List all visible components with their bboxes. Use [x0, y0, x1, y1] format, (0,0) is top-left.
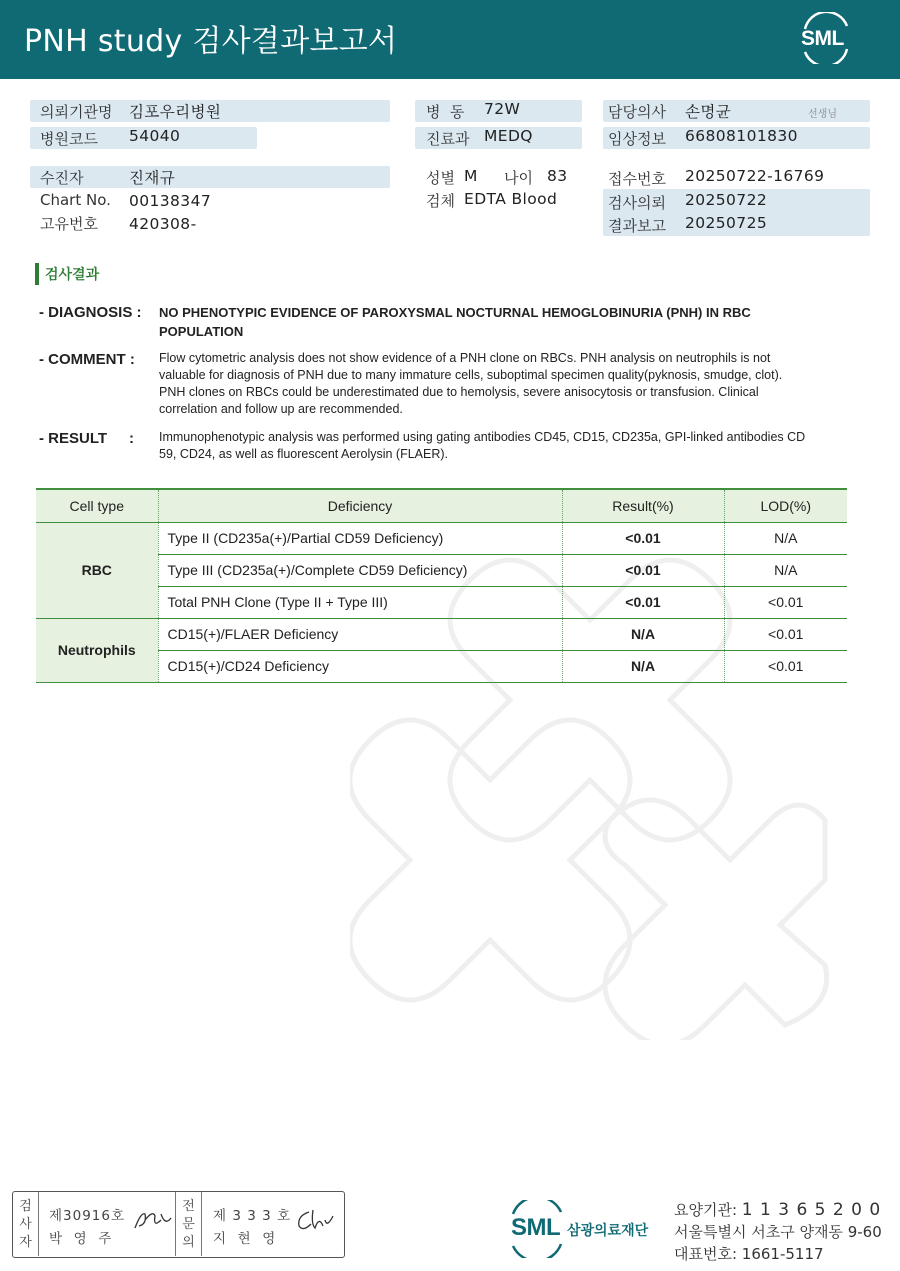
care-number: 1 1 3 6 5 2 0 0: [741, 1200, 882, 1220]
specialist-signature-icon: [293, 1206, 337, 1234]
section-title: 검사결과: [45, 267, 100, 283]
phone-number: 1661-5117: [741, 1245, 824, 1263]
result-cell: N/A: [562, 650, 724, 682]
deficiency-cell: CD15(+)/FLAER Deficiency: [158, 618, 562, 650]
examiner-number: 제30916호: [49, 1208, 126, 1224]
institution-label: 의뢰기관명: [40, 103, 113, 121]
report-header: [0, 0, 900, 79]
result-cell: N/A: [562, 618, 724, 650]
lod-cell: <0.01: [724, 586, 847, 618]
result-line: Immunophenotypic analysis was performed using gating antibodies CD45, CD15, CD235a, GPI-linked antibodies CD: [159, 430, 806, 444]
deficiency-cell: Total PNH Clone (Type II + Type III): [158, 586, 562, 618]
footer-logo: [509, 1200, 664, 1258]
diagnosis-label: - DIAGNOSIS :: [39, 304, 142, 321]
deficiency-cell: Type II (CD235a(+)/Partial CD59 Deficiency): [158, 522, 562, 554]
table-header-row: [36, 489, 847, 522]
doctor-suffix: 선생님: [808, 109, 837, 120]
specialist-number: 제 3 3 3 호: [213, 1208, 292, 1224]
patient-value: 진재규: [129, 169, 176, 187]
results-table: [36, 488, 847, 683]
doctor-label: 담당의사: [608, 103, 666, 121]
report-label: 결과보고: [608, 217, 666, 235]
institution-value: 김포우리병원: [129, 103, 222, 121]
patient-bar: [30, 166, 390, 188]
ward-label: 병 동: [426, 103, 465, 121]
doctor-value: 손명균: [685, 103, 732, 121]
comment-line: Flow cytometric analysis does not show evidence of a PNH clone on RBCs. PNH analysis on neutrophils is not: [159, 351, 771, 365]
sex-value: M: [464, 167, 478, 185]
footer-logo-sml: SML: [511, 1214, 561, 1241]
cell-type-neutrophils: Neutrophils: [36, 618, 158, 682]
result-cell: <0.01: [562, 554, 724, 586]
receipt-value: 20250722-16769: [685, 167, 825, 185]
comment-line: correlation and follow up are recommended.: [159, 402, 403, 416]
header-cell-type: Cell type: [36, 489, 158, 522]
lod-cell: N/A: [724, 554, 847, 586]
footer-logo-name: 삼광의료재단: [567, 1223, 649, 1239]
clinical-label: 임상정보: [608, 130, 666, 148]
receipt-label: 접수번호: [608, 170, 666, 188]
address: 서울특별시 서초구 양재동 9-60: [674, 1223, 882, 1241]
report-value: 20250725: [685, 214, 768, 232]
specimen-label: 검체: [426, 192, 455, 210]
specimen-value: EDTA Blood: [464, 190, 558, 208]
comment-line: PNH clones on RBCs could be underestimated due to hemolysis, severe anisocytosis or transfusion. Clinical: [159, 385, 759, 399]
examiner-name: 박 영 주: [49, 1231, 113, 1247]
examiner-signature-icon: [131, 1206, 177, 1234]
specialist-vertical-label: [176, 1192, 202, 1256]
phone-label: 대표번호:: [674, 1245, 738, 1263]
request-value: 20250722: [685, 191, 768, 209]
signature-box: [12, 1191, 345, 1258]
result-text: [159, 429, 859, 463]
dept-label: 진료과: [426, 130, 470, 148]
header-deficiency: Deficiency: [158, 489, 562, 522]
vertical-char: 전: [182, 1199, 195, 1214]
comment-text: [159, 350, 859, 418]
unique-label: 고유번호: [40, 215, 98, 233]
phone-line: [674, 1243, 824, 1264]
diagnosis-line: NO PHENOTYPIC EVIDENCE OF PAROXYSMAL NOCTURNAL HEMOGLOBINURIA (PNH) IN RBC: [159, 305, 751, 320]
header-lod: LOD(%): [724, 489, 847, 522]
vertical-char: 사: [19, 1217, 32, 1232]
deficiency-cell: CD15(+)/CD24 Deficiency: [158, 650, 562, 682]
hospital-code-value: 54040: [129, 127, 181, 145]
age-label: 나이: [504, 169, 533, 187]
table-row: [36, 618, 847, 650]
vertical-char: 문: [182, 1217, 195, 1232]
lod-cell: <0.01: [724, 618, 847, 650]
header-result: Result(%): [562, 489, 724, 522]
sex-label: 성별: [426, 169, 455, 187]
comment-line: valuable for diagnosis of PNH due to many immature cells, suboptimal specimen quality(pyknosis, smudge, clot).: [159, 368, 783, 382]
examiner-vertical-label: [13, 1192, 39, 1256]
chart-label: Chart No.: [40, 191, 111, 209]
result-label: - RESULT: [39, 430, 108, 447]
result-line: 59, CD24, as well as fluorescent Aerolysin (FLAER).: [159, 447, 449, 461]
age-value: 83: [547, 167, 568, 185]
specialist-name: 지 현 영: [213, 1231, 277, 1247]
sml-logo: [797, 12, 855, 64]
care-institution: [674, 1199, 881, 1220]
table-row: [36, 650, 847, 682]
cell-type-rbc: RBC: [36, 522, 158, 618]
care-label: 요양기관:: [674, 1201, 738, 1219]
table-row: [36, 554, 847, 586]
lod-cell: <0.01: [724, 650, 847, 682]
lod-cell: N/A: [724, 522, 847, 554]
vertical-char: 검: [19, 1199, 32, 1214]
deficiency-cell: Type III (CD235a(+)/Complete CD59 Deficiency): [158, 554, 562, 586]
result-cell: <0.01: [562, 586, 724, 618]
logo-text: SML: [801, 27, 844, 50]
comment-label: - COMMENT :: [39, 351, 135, 368]
diagnosis-text: [159, 303, 859, 341]
patient-label: 수진자: [40, 169, 84, 187]
vertical-char: 자: [19, 1235, 32, 1250]
dept-value: MEDQ: [484, 127, 533, 145]
clinical-value: 66808101830: [685, 127, 798, 145]
table-row: [36, 586, 847, 618]
chart-value: 00138347: [129, 192, 212, 210]
table-row: [36, 522, 847, 554]
hospital-code-label: 병원코드: [40, 130, 98, 148]
section-marker: [35, 263, 39, 285]
report-title: PNH study 검사결과보고서: [24, 24, 398, 59]
vertical-char: 의: [182, 1235, 195, 1250]
result-colon: :: [129, 430, 134, 447]
result-cell: <0.01: [562, 522, 724, 554]
unique-value: 420308-: [129, 215, 197, 233]
ward-value: 72W: [484, 100, 521, 118]
diagnosis-line: POPULATION: [159, 324, 244, 339]
request-label: 검사의뢰: [608, 194, 666, 212]
